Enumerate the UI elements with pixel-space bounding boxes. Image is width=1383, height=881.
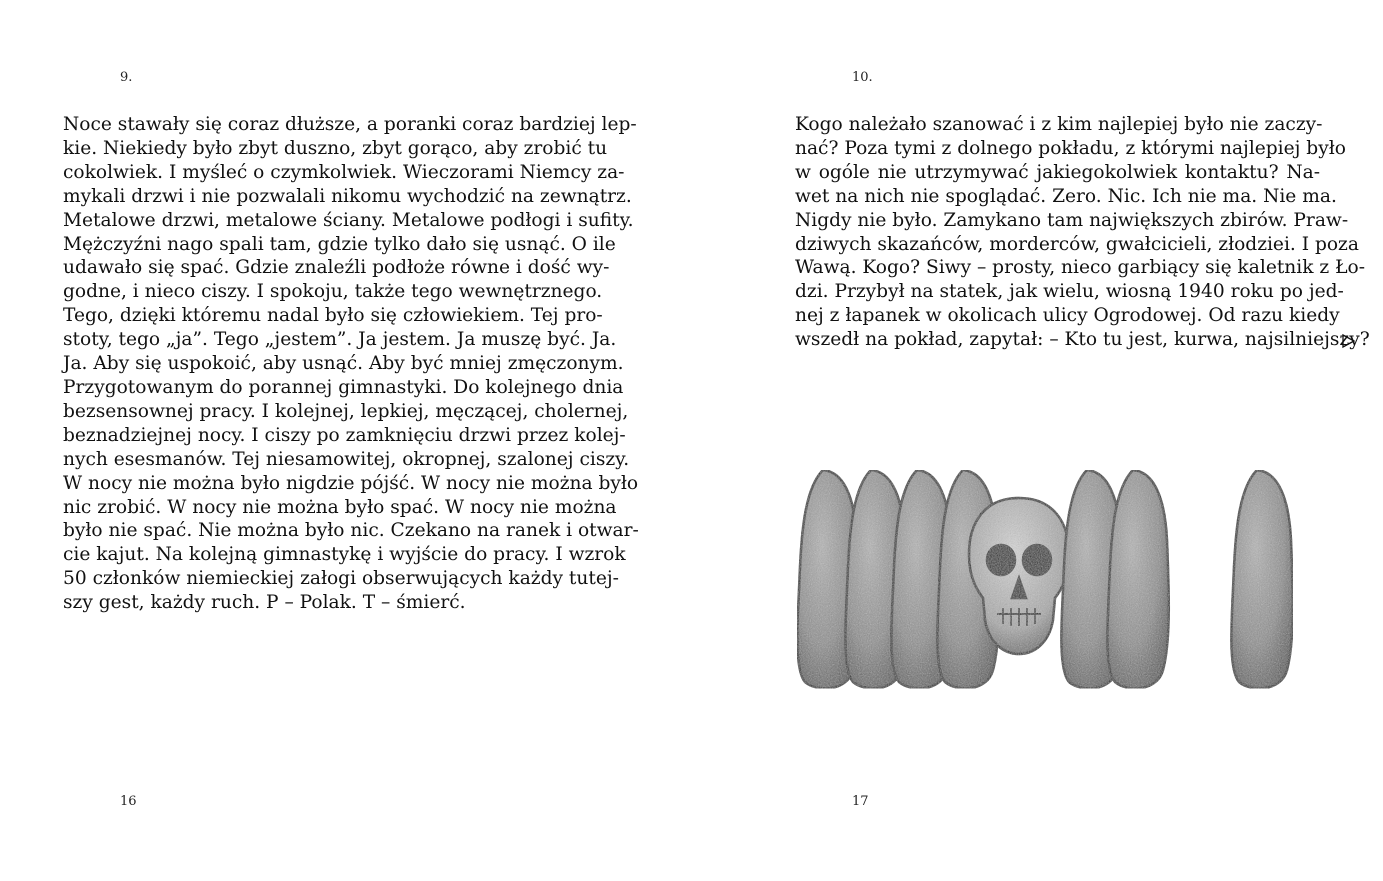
section-number: 9. <box>120 70 133 85</box>
text-line: udawało się spać. Gdzie znaleźli podłoże równe i dość wy- <box>63 257 610 279</box>
text-line: wszedł na pokład, zapytał: – Kto tu jest, kurwa, najsilniejszy? <box>795 329 1370 351</box>
text-line: godne, i nieco ciszy. I spokoju, także tego wewnętrznego. <box>63 281 603 303</box>
text-line: Ja. Aby się uspokoić, aby usnąć. Aby być mniej zmęczonym. <box>63 353 624 375</box>
text-line: Metalowe drzwi, metalowe ściany. Metalowe podłogi i sufity. <box>63 209 634 231</box>
text-line: nać? Poza tymi z dolnego pokładu, z którymi najlepiej było <box>795 137 1346 159</box>
bread-slices-and-skull-illustration <box>795 460 1323 695</box>
text-line: wet na nich nie spoglądać. Zero. Nic. Ich nie ma. Nie ma. <box>795 185 1337 207</box>
body-text <box>795 113 1370 352</box>
text-line: Wawą. Kogo? Siwy – prosty, nieco garbiący się kaletnik z Ło- <box>795 257 1366 279</box>
text-line: stoty, tego „ja”. Tego „jestem”. Ja jestem. Ja muszę być. Ja. <box>63 329 617 351</box>
next-page-triangle-icon[interactable] <box>1340 333 1356 349</box>
text-line: dziwych skazańców, morderców, gwałcicieli, złodziei. I poza <box>795 233 1359 255</box>
text-line: cie kajut. Na kolejną gimnastykę i wyjście do pracy. I wzrok <box>63 544 626 566</box>
text-line: nych esesmanów. Tej niesamowitej, okropnej, szalonej ciszy. <box>63 448 630 470</box>
text-line: Tego, dzięki któremu nadal było się człowiekiem. Tej pro- <box>63 305 603 327</box>
text-line: Noce stawały się coraz dłuższe, a poranki coraz bardziej lep- <box>63 114 637 135</box>
left-page <box>0 0 691 881</box>
text-line: Mężczyźni nago spali tam, gdzie tylko dało się usnąć. O ile <box>63 233 616 255</box>
text-line: beznadziejnej nocy. I ciszy po zamknięciu drzwi przez kolej- <box>63 424 626 446</box>
right-page <box>691 0 1383 881</box>
text-line: nej z łapanek w okolicach ulicy Ogrodowej. Od razu kiedy <box>795 305 1340 327</box>
text-line: W nocy nie można było nigdzie pójść. W nocy nie można było <box>63 472 639 494</box>
text-line: cokolwiek. I myśleć o czymkolwiek. Wieczorami Niemcy za- <box>63 161 625 183</box>
page-number: 16 <box>120 794 137 809</box>
text-line: było nie spać. Nie można było nic. Czekano na ranek i otwar- <box>63 520 639 542</box>
text-line: bezsensownej pracy. I kolejnej, lepkiej, męczącej, cholernej, <box>63 400 629 422</box>
text-line: w ogóle nie utrzymywać jakiegokolwiek kontaktu? Na- <box>795 161 1320 183</box>
text-line: dzi. Przybył na statek, jak wielu, wiosną 1940 roku po jed- <box>795 281 1344 303</box>
text-line: Przygotowanym do porannej gimnastyki. Do kolejnego dnia <box>63 376 624 398</box>
text-line: Kogo należało szanować i z kim najlepiej było nie zaczy- <box>795 114 1323 135</box>
body-text <box>63 113 639 615</box>
text-line: mykali drzwi i nie pozwalali nikomu wychodzić na zewnątrz. <box>63 185 632 207</box>
page-number: 17 <box>852 794 869 809</box>
text-line: kie. Niekiedy było zbyt duszno, zbyt gorąco, aby zrobić tu <box>63 137 608 159</box>
text-line: Nigdy nie było. Zamykano tam największych zbirów. Praw- <box>795 209 1349 231</box>
text-line: nic zrobić. W nocy nie można było spać. W nocy nie można <box>63 496 617 518</box>
section-number: 10. <box>852 70 873 85</box>
text-line: szy gest, każdy ruch. P – Polak. T – śmierć. <box>63 592 466 614</box>
text-line: 50 członków niemieckiej załogi obserwujących każdy tutej- <box>63 568 619 590</box>
